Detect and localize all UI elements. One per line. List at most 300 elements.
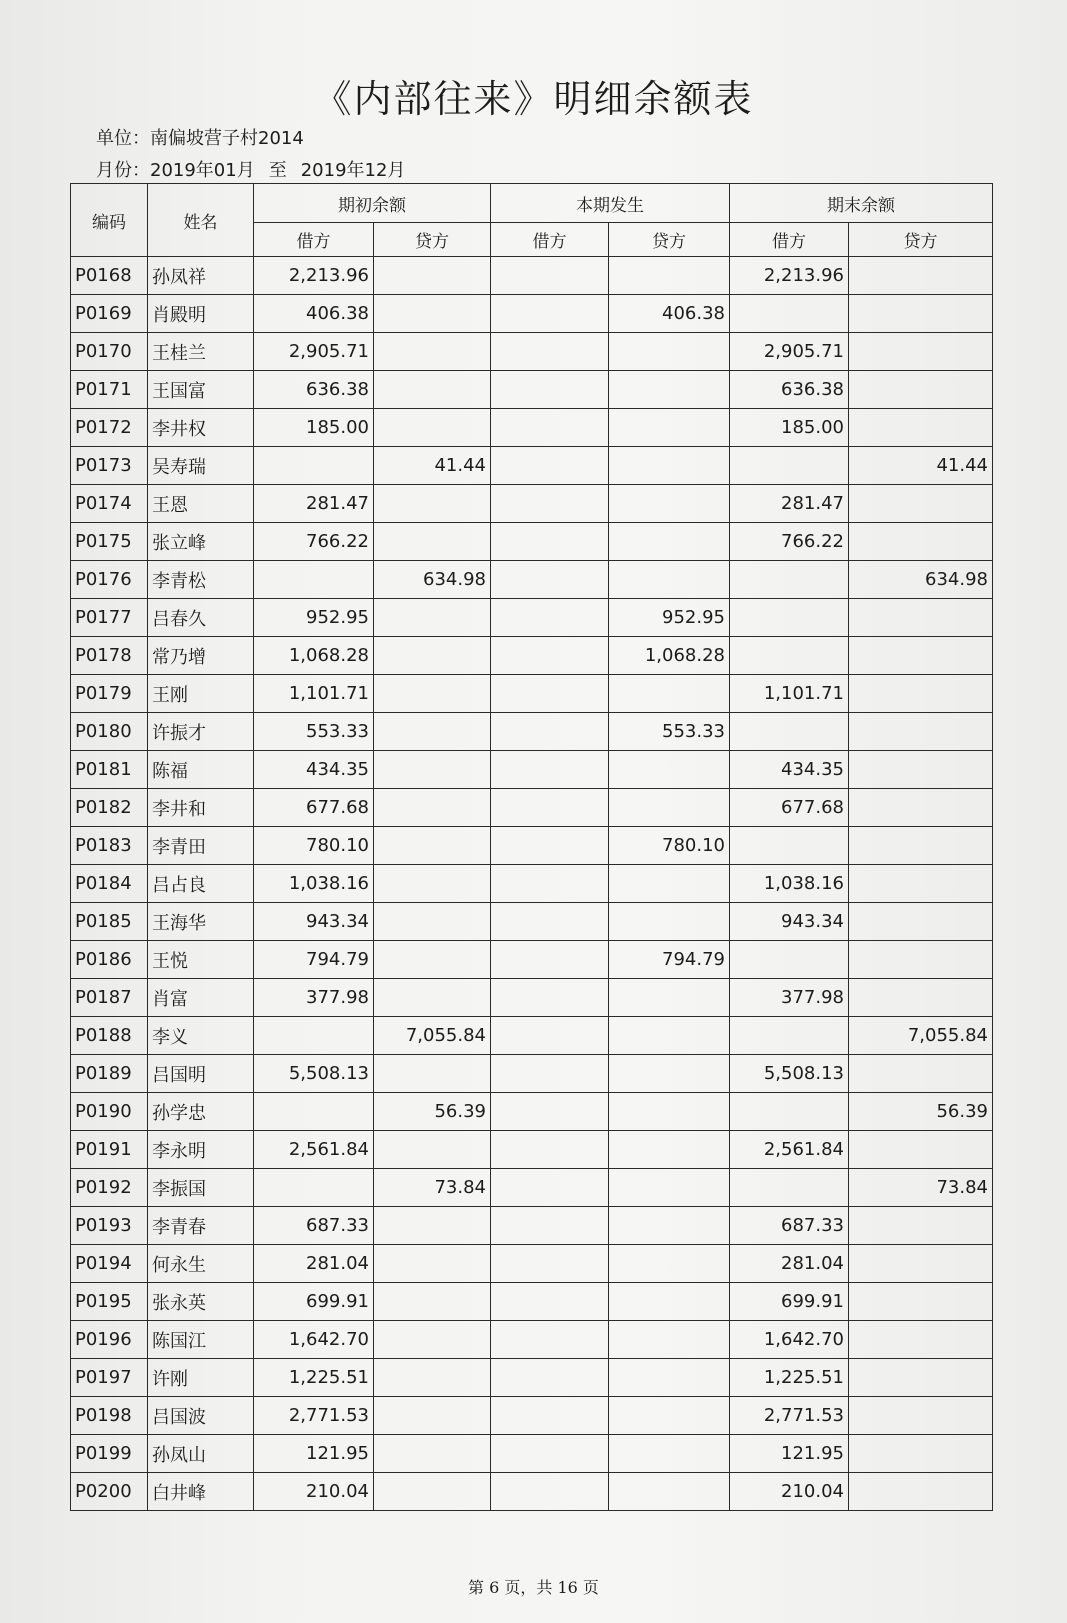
closing-credit-cell xyxy=(849,1321,993,1359)
row-name: 吕国明 xyxy=(148,1055,254,1093)
opening-debit-cell xyxy=(254,561,374,599)
table-row xyxy=(71,903,993,941)
closing-credit-cell xyxy=(849,1359,993,1397)
row-code: P0179 xyxy=(71,675,148,713)
table-row xyxy=(71,409,993,447)
closing-debit-cell xyxy=(730,1093,849,1131)
opening-debit-cell: 943.34 xyxy=(254,903,374,941)
current-debit-cell xyxy=(491,1131,609,1169)
opening-credit-cell xyxy=(374,485,491,523)
row-code: P0197 xyxy=(71,1359,148,1397)
row-code: P0187 xyxy=(71,979,148,1017)
row-name: 王海华 xyxy=(148,903,254,941)
opening-credit-cell xyxy=(374,827,491,865)
opening-credit-cell xyxy=(374,599,491,637)
current-credit-cell xyxy=(609,485,730,523)
table-row xyxy=(71,333,993,371)
opening-debit-cell: 5,508.13 xyxy=(254,1055,374,1093)
closing-debit-cell: 636.38 xyxy=(730,371,849,409)
row-name: 李青田 xyxy=(148,827,254,865)
current-credit-cell: 780.10 xyxy=(609,827,730,865)
closing-credit-cell xyxy=(849,637,993,675)
current-debit-cell xyxy=(491,979,609,1017)
row-name: 李井和 xyxy=(148,789,254,827)
row-code: P0168 xyxy=(71,257,148,295)
opening-debit-cell: 794.79 xyxy=(254,941,374,979)
opening-credit-cell xyxy=(374,1397,491,1435)
opening-credit-cell xyxy=(374,903,491,941)
current-credit-cell xyxy=(609,865,730,903)
opening-credit-cell xyxy=(374,941,491,979)
opening-credit-cell: 73.84 xyxy=(374,1169,491,1207)
closing-credit-cell xyxy=(849,295,993,333)
current-credit-cell xyxy=(609,447,730,485)
table-row xyxy=(71,713,993,751)
row-name: 李青松 xyxy=(148,561,254,599)
current-credit-cell xyxy=(609,371,730,409)
table-row xyxy=(71,1397,993,1435)
row-code: P0169 xyxy=(71,295,148,333)
closing-debit-cell xyxy=(730,599,849,637)
header-closing: 期末余额 xyxy=(730,184,993,223)
row-name: 王国富 xyxy=(148,371,254,409)
closing-debit-cell: 2,905.71 xyxy=(730,333,849,371)
opening-credit-cell xyxy=(374,1245,491,1283)
opening-credit-cell xyxy=(374,1321,491,1359)
document-title: 《内部往来》明细余额表 xyxy=(313,77,754,121)
closing-credit-cell xyxy=(849,941,993,979)
row-code: P0190 xyxy=(71,1093,148,1131)
table-row xyxy=(71,1321,993,1359)
current-debit-cell xyxy=(491,257,609,295)
row-code: P0180 xyxy=(71,713,148,751)
opening-credit-cell xyxy=(374,675,491,713)
opening-credit-cell xyxy=(374,257,491,295)
table-row xyxy=(71,675,993,713)
row-name: 李井权 xyxy=(148,409,254,447)
closing-debit-cell xyxy=(730,447,849,485)
closing-debit-cell xyxy=(730,941,849,979)
closing-credit-cell xyxy=(849,751,993,789)
current-debit-cell xyxy=(491,295,609,333)
row-name: 何永生 xyxy=(148,1245,254,1283)
current-credit-cell: 952.95 xyxy=(609,599,730,637)
closing-credit-cell xyxy=(849,903,993,941)
opening-credit-cell xyxy=(374,1131,491,1169)
header-code: 编码 xyxy=(71,184,148,257)
current-debit-cell xyxy=(491,903,609,941)
opening-debit-cell xyxy=(254,447,374,485)
current-debit-cell xyxy=(491,561,609,599)
opening-debit-cell: 2,213.96 xyxy=(254,257,374,295)
opening-credit-cell xyxy=(374,1207,491,1245)
table-row xyxy=(71,599,993,637)
closing-debit-cell xyxy=(730,637,849,675)
current-credit-cell xyxy=(609,1131,730,1169)
month-to: 至 xyxy=(268,160,287,181)
closing-debit-cell xyxy=(730,561,849,599)
closing-credit-cell xyxy=(849,333,993,371)
current-debit-cell xyxy=(491,1435,609,1473)
table-row xyxy=(71,1473,993,1511)
closing-credit-cell xyxy=(849,1131,993,1169)
opening-credit-cell xyxy=(374,1283,491,1321)
table-row xyxy=(71,637,993,675)
closing-debit-cell xyxy=(730,1017,849,1055)
row-code: P0195 xyxy=(71,1283,148,1321)
current-credit-cell xyxy=(609,561,730,599)
current-debit-cell xyxy=(491,1473,609,1511)
opening-credit-cell xyxy=(374,1055,491,1093)
closing-credit-cell: 56.39 xyxy=(849,1093,993,1131)
opening-debit-cell: 636.38 xyxy=(254,371,374,409)
header-closing-credit: 贷方 xyxy=(849,223,993,257)
table-row xyxy=(71,1169,993,1207)
opening-debit-cell xyxy=(254,1017,374,1055)
closing-debit-cell: 210.04 xyxy=(730,1473,849,1511)
opening-credit-cell xyxy=(374,1435,491,1473)
opening-debit-cell: 121.95 xyxy=(254,1435,374,1473)
current-credit-cell xyxy=(609,1397,730,1435)
row-code: P0175 xyxy=(71,523,148,561)
header-current: 本期发生 xyxy=(491,184,730,223)
row-code: P0185 xyxy=(71,903,148,941)
closing-debit-cell: 2,771.53 xyxy=(730,1397,849,1435)
opening-debit-cell: 185.00 xyxy=(254,409,374,447)
row-name: 吴寿瑞 xyxy=(148,447,254,485)
unit-line: 单位：南偏坡营子村2014 xyxy=(96,128,304,149)
row-code: P0183 xyxy=(71,827,148,865)
current-debit-cell xyxy=(491,371,609,409)
current-debit-cell xyxy=(491,333,609,371)
closing-credit-cell xyxy=(849,827,993,865)
closing-credit-cell xyxy=(849,1245,993,1283)
current-credit-cell: 406.38 xyxy=(609,295,730,333)
current-debit-cell xyxy=(491,1245,609,1283)
row-name: 孙学忠 xyxy=(148,1093,254,1131)
table-row xyxy=(71,1359,993,1397)
opening-debit-cell: 2,905.71 xyxy=(254,333,374,371)
table-row xyxy=(71,1283,993,1321)
row-name: 李振国 xyxy=(148,1169,254,1207)
row-code: P0189 xyxy=(71,1055,148,1093)
current-debit-cell xyxy=(491,789,609,827)
table-row xyxy=(71,485,993,523)
current-credit-cell xyxy=(609,1321,730,1359)
row-code: P0200 xyxy=(71,1473,148,1511)
closing-debit-cell: 1,038.16 xyxy=(730,865,849,903)
row-name: 常乃增 xyxy=(148,637,254,675)
row-name: 王桂兰 xyxy=(148,333,254,371)
opening-debit-cell: 687.33 xyxy=(254,1207,374,1245)
closing-debit-cell xyxy=(730,713,849,751)
current-credit-cell xyxy=(609,1093,730,1131)
opening-debit-cell: 1,068.28 xyxy=(254,637,374,675)
current-credit-cell: 1,068.28 xyxy=(609,637,730,675)
closing-credit-cell: 634.98 xyxy=(849,561,993,599)
opening-credit-cell xyxy=(374,371,491,409)
closing-credit-cell xyxy=(849,1473,993,1511)
opening-credit-cell xyxy=(374,333,491,371)
month-line xyxy=(96,156,405,182)
row-code: P0196 xyxy=(71,1321,148,1359)
row-name: 肖殿明 xyxy=(148,295,254,333)
opening-debit-cell: 377.98 xyxy=(254,979,374,1017)
row-code: P0177 xyxy=(71,599,148,637)
current-debit-cell xyxy=(491,827,609,865)
opening-debit-cell: 2,771.53 xyxy=(254,1397,374,1435)
row-name: 孙凤祥 xyxy=(148,257,254,295)
row-name: 吕国波 xyxy=(148,1397,254,1435)
header-opening-credit: 贷方 xyxy=(374,223,491,257)
opening-credit-cell xyxy=(374,1359,491,1397)
closing-credit-cell: 7,055.84 xyxy=(849,1017,993,1055)
opening-debit-cell: 952.95 xyxy=(254,599,374,637)
closing-debit-cell: 943.34 xyxy=(730,903,849,941)
table-row xyxy=(71,865,993,903)
opening-debit-cell: 281.47 xyxy=(254,485,374,523)
row-code: P0182 xyxy=(71,789,148,827)
row-name: 李义 xyxy=(148,1017,254,1055)
table-row xyxy=(71,827,993,865)
table-row xyxy=(71,295,993,333)
opening-debit-cell: 1,642.70 xyxy=(254,1321,374,1359)
opening-credit-cell: 56.39 xyxy=(374,1093,491,1131)
closing-debit-cell: 377.98 xyxy=(730,979,849,1017)
table-row xyxy=(71,1245,993,1283)
current-debit-cell xyxy=(491,1017,609,1055)
closing-credit-cell xyxy=(849,1207,993,1245)
row-name: 王刚 xyxy=(148,675,254,713)
table-row xyxy=(71,447,993,485)
current-credit-cell: 553.33 xyxy=(609,713,730,751)
row-code: P0176 xyxy=(71,561,148,599)
closing-debit-cell: 2,213.96 xyxy=(730,257,849,295)
row-name: 李永明 xyxy=(148,1131,254,1169)
current-debit-cell xyxy=(491,865,609,903)
current-debit-cell xyxy=(491,1359,609,1397)
row-name: 张永英 xyxy=(148,1283,254,1321)
current-debit-cell xyxy=(491,1283,609,1321)
closing-debit-cell: 1,101.71 xyxy=(730,675,849,713)
opening-debit-cell: 281.04 xyxy=(254,1245,374,1283)
closing-credit-cell xyxy=(849,789,993,827)
opening-credit-cell xyxy=(374,865,491,903)
current-credit-cell xyxy=(609,1017,730,1055)
opening-debit-cell: 1,225.51 xyxy=(254,1359,374,1397)
current-credit-cell xyxy=(609,1055,730,1093)
closing-debit-cell: 281.04 xyxy=(730,1245,849,1283)
closing-debit-cell: 766.22 xyxy=(730,523,849,561)
table-row xyxy=(71,789,993,827)
current-debit-cell xyxy=(491,675,609,713)
row-name: 白井峰 xyxy=(148,1473,254,1511)
closing-credit-cell xyxy=(849,1397,993,1435)
table-row xyxy=(71,1131,993,1169)
row-name: 吕占良 xyxy=(148,865,254,903)
month-end: 2019年12月 xyxy=(300,160,406,181)
current-credit-cell xyxy=(609,1245,730,1283)
row-name: 肖富 xyxy=(148,979,254,1017)
row-code: P0181 xyxy=(71,751,148,789)
row-name: 陈福 xyxy=(148,751,254,789)
current-credit-cell xyxy=(609,409,730,447)
opening-debit-cell: 1,101.71 xyxy=(254,675,374,713)
row-code: P0194 xyxy=(71,1245,148,1283)
current-credit-cell xyxy=(609,789,730,827)
row-name: 陈国江 xyxy=(148,1321,254,1359)
opening-debit-cell xyxy=(254,1169,374,1207)
row-code: P0198 xyxy=(71,1397,148,1435)
table-row xyxy=(71,751,993,789)
opening-credit-cell xyxy=(374,523,491,561)
closing-debit-cell: 687.33 xyxy=(730,1207,849,1245)
current-debit-cell xyxy=(491,1093,609,1131)
current-credit-cell xyxy=(609,1435,730,1473)
row-code: P0186 xyxy=(71,941,148,979)
current-debit-cell xyxy=(491,1321,609,1359)
closing-credit-cell xyxy=(849,599,993,637)
row-code: P0188 xyxy=(71,1017,148,1055)
row-code: P0172 xyxy=(71,409,148,447)
table-row xyxy=(71,1017,993,1055)
current-debit-cell xyxy=(491,751,609,789)
table-row xyxy=(71,1207,993,1245)
opening-credit-cell xyxy=(374,1473,491,1511)
closing-credit-cell: 73.84 xyxy=(849,1169,993,1207)
current-credit-cell xyxy=(609,1359,730,1397)
current-debit-cell xyxy=(491,1207,609,1245)
current-credit-cell xyxy=(609,1283,730,1321)
current-credit-cell xyxy=(609,751,730,789)
table-row xyxy=(71,1435,993,1473)
current-debit-cell xyxy=(491,1169,609,1207)
row-name: 王悦 xyxy=(148,941,254,979)
closing-credit-cell xyxy=(849,523,993,561)
opening-debit-cell: 210.04 xyxy=(254,1473,374,1511)
current-credit-cell: 794.79 xyxy=(609,941,730,979)
header-current-debit: 借方 xyxy=(491,223,609,257)
closing-credit-cell xyxy=(849,865,993,903)
row-name: 吕春久 xyxy=(148,599,254,637)
row-code: P0178 xyxy=(71,637,148,675)
closing-credit-cell xyxy=(849,979,993,1017)
opening-debit-cell xyxy=(254,1093,374,1131)
current-credit-cell xyxy=(609,523,730,561)
table-row xyxy=(71,561,993,599)
closing-debit-cell xyxy=(730,827,849,865)
closing-debit-cell: 121.95 xyxy=(730,1435,849,1473)
opening-credit-cell xyxy=(374,979,491,1017)
closing-debit-cell: 281.47 xyxy=(730,485,849,523)
opening-debit-cell: 1,038.16 xyxy=(254,865,374,903)
closing-debit-cell: 677.68 xyxy=(730,789,849,827)
current-debit-cell xyxy=(491,941,609,979)
row-code: P0192 xyxy=(71,1169,148,1207)
row-code: P0184 xyxy=(71,865,148,903)
current-debit-cell xyxy=(491,599,609,637)
table-row xyxy=(71,371,993,409)
current-debit-cell xyxy=(491,1397,609,1435)
opening-credit-cell xyxy=(374,713,491,751)
header-current-credit: 贷方 xyxy=(609,223,730,257)
opening-credit-cell: 41.44 xyxy=(374,447,491,485)
opening-credit-cell xyxy=(374,637,491,675)
table-row xyxy=(71,1093,993,1131)
closing-debit-cell: 185.00 xyxy=(730,409,849,447)
closing-credit-cell xyxy=(849,713,993,751)
current-credit-cell xyxy=(609,1473,730,1511)
current-debit-cell xyxy=(491,637,609,675)
header-opening-debit: 借方 xyxy=(254,223,374,257)
closing-credit-cell xyxy=(849,409,993,447)
header-opening: 期初余额 xyxy=(254,184,491,223)
opening-credit-cell xyxy=(374,295,491,333)
opening-debit-cell: 406.38 xyxy=(254,295,374,333)
opening-credit-cell: 634.98 xyxy=(374,561,491,599)
row-code: P0191 xyxy=(71,1131,148,1169)
current-credit-cell xyxy=(609,333,730,371)
closing-credit-cell xyxy=(849,257,993,295)
month-start: 月份：2019年01月 xyxy=(96,160,255,181)
row-code: P0171 xyxy=(71,371,148,409)
closing-credit-cell xyxy=(849,1055,993,1093)
row-code: P0173 xyxy=(71,447,148,485)
current-debit-cell xyxy=(491,409,609,447)
closing-debit-cell xyxy=(730,295,849,333)
closing-debit-cell xyxy=(730,1169,849,1207)
row-name: 孙凤山 xyxy=(148,1435,254,1473)
opening-credit-cell: 7,055.84 xyxy=(374,1017,491,1055)
current-credit-cell xyxy=(609,675,730,713)
opening-debit-cell: 677.68 xyxy=(254,789,374,827)
closing-credit-cell xyxy=(849,485,993,523)
opening-credit-cell xyxy=(374,789,491,827)
closing-debit-cell: 2,561.84 xyxy=(730,1131,849,1169)
current-debit-cell xyxy=(491,485,609,523)
table-row xyxy=(71,1055,993,1093)
page-footer: 第 6 页，共 16 页 xyxy=(468,1578,599,1597)
opening-debit-cell: 2,561.84 xyxy=(254,1131,374,1169)
closing-debit-cell: 1,225.51 xyxy=(730,1359,849,1397)
row-code: P0174 xyxy=(71,485,148,523)
table-row xyxy=(71,523,993,561)
current-credit-cell xyxy=(609,903,730,941)
current-debit-cell xyxy=(491,523,609,561)
row-code: P0170 xyxy=(71,333,148,371)
opening-debit-cell: 553.33 xyxy=(254,713,374,751)
current-credit-cell xyxy=(609,257,730,295)
current-debit-cell xyxy=(491,447,609,485)
opening-debit-cell: 434.35 xyxy=(254,751,374,789)
table-row xyxy=(71,979,993,1017)
closing-credit-cell xyxy=(849,1435,993,1473)
opening-debit-cell: 780.10 xyxy=(254,827,374,865)
header-name: 姓名 xyxy=(148,184,254,257)
closing-credit-cell xyxy=(849,1283,993,1321)
closing-credit-cell: 41.44 xyxy=(849,447,993,485)
row-name: 王恩 xyxy=(148,485,254,523)
closing-credit-cell xyxy=(849,371,993,409)
current-credit-cell xyxy=(609,979,730,1017)
row-name: 许刚 xyxy=(148,1359,254,1397)
table-row xyxy=(71,257,993,295)
opening-credit-cell xyxy=(374,409,491,447)
row-name: 张立峰 xyxy=(148,523,254,561)
closing-debit-cell: 699.91 xyxy=(730,1283,849,1321)
current-credit-cell xyxy=(609,1169,730,1207)
opening-debit-cell: 699.91 xyxy=(254,1283,374,1321)
